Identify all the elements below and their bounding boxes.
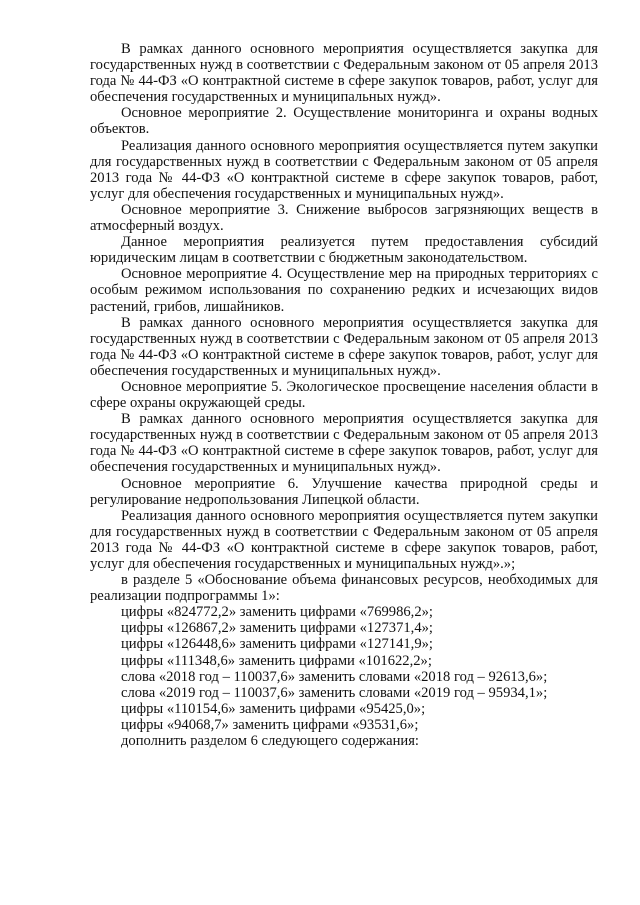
amendment-list [90, 604, 598, 749]
paragraph: В рамках данного основного мероприятия осуществляется закупка для государственных нужд в соответствии с Федеральным законом от 05 апреля 2013 года № 44-ФЗ «О контрактной системе в сфере закупок товаров, работ, услуг для обеспечения государственных и муниципальных нужд». [90, 41, 598, 106]
paragraph: в разделе 5 «Обоснование объема финансовых ресурсов, необходимых для реализации подпрограммы 1»: [90, 572, 598, 605]
list-item: слова «2019 год – 110037,6» заменить словами «2019 год – 95934,1»; [121, 684, 548, 701]
paragraph: Данное мероприятия реализуется путем предоставления субсидий юридическим лицам в соответствии с бюджетным законодательством. [90, 234, 598, 267]
list-item: цифры «94068,7» заменить цифрами «93531,6»; [121, 716, 419, 733]
list-item: слова «2018 год – 110037,6» заменить словами «2018 год – 92613,6»; [121, 668, 548, 685]
list-item: цифры «110154,6» заменить цифрами «95425,0»; [121, 700, 426, 717]
list-item: цифры «126448,6» заменить цифрами «127141,9»; [121, 636, 433, 653]
paragraph: Основное мероприятие 3. Снижение выбросов загрязняющих веществ в атмосферный воздух. [90, 201, 598, 235]
paragraph: Основное мероприятие 2. Осуществление мониторинга и охраны водных объектов. [90, 105, 598, 138]
list-item: цифры «126867,2» заменить цифрами «127371,4»; [121, 620, 433, 637]
paragraph: Основное мероприятие 4. Осуществление мер на природных территориях с особым режимом использования по сохранению редких и исчезающих видов растений, грибов, лишайников. [90, 266, 598, 315]
list-item: цифры «824772,2» заменить цифрами «769986,2»; [121, 604, 433, 621]
paragraph: В рамках данного основного мероприятия осуществляется закупка для государственных нужд в соответствии с Федеральным законом от 05 апреля 2013 года № 44-ФЗ «О контрактной системе в сфере закупок товаров, работ, услуг для обеспечения государственных и муниципальных нужд». [90, 314, 598, 379]
paragraph: Реализация данного основного мероприятия осуществляется путем закупки для государственных нужд в соответствии с Федеральным законом от 05 апреля 2013 года № 44-ФЗ «О контрактной системе в сфере закупок товаров, работ, услуг для обеспечения государственных и муниципальных нужд».»; [90, 507, 598, 572]
list-item: цифры «111348,6» заменить цифрами «101622,2»; [121, 652, 432, 669]
list-item: дополнить разделом 6 следующего содержания: [121, 733, 419, 750]
paragraph: Реализация данного основного мероприятия осуществляется путем закупки для государственных нужд в соответствии с Федеральным законом от 05 апреля 2013 года № 44-ФЗ «О контрактной системе в сфере закупок товаров, работ, услуг для обеспечения государственных и муниципальных нужд». [90, 137, 598, 202]
paragraph: Основное мероприятие 6. Улучшение качества природной среды и регулирование недропользования Липецкой области. [90, 475, 598, 508]
paragraph: Основное мероприятие 5. Экологическое просвещение населения области в сфере охраны окружающей среды. [90, 378, 598, 412]
paragraph: В рамках данного основного мероприятия осуществляется закупка для государственных нужд в соответствии с Федеральным законом от 05 апреля 2013 года № 44-ФЗ «О контрактной системе в сфере закупок товаров, работ, услуг для обеспечения государственных и муниципальных нужд». [90, 411, 598, 476]
document-page [90, 41, 598, 749]
